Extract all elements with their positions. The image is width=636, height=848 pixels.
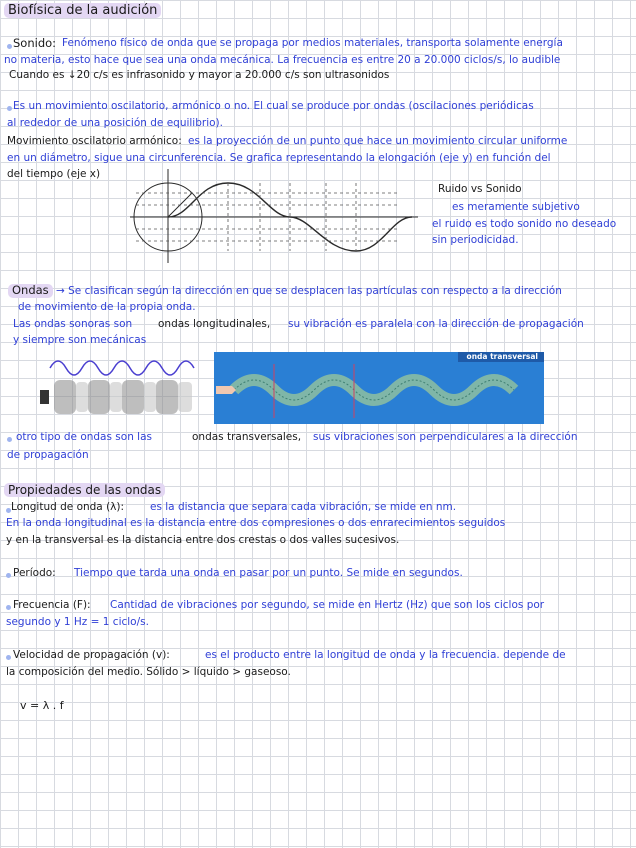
bullet-transversales <box>7 437 12 442</box>
ondas-line5c: sus vibraciones son perpendiculares a la dirección <box>313 431 578 443</box>
longitudinal-wave-illustration <box>38 350 208 418</box>
ruido-heading: Ruido vs Sonido <box>438 183 522 195</box>
ondas-line3c: su vibración es paralela con la dirección de propagación <box>288 318 584 330</box>
ondas-line3a: Las ondas sonoras son <box>13 318 133 330</box>
ondas-line3b: ondas longitudinales, <box>158 318 271 330</box>
ondas-line4: y siempre son mecánicas <box>13 334 147 346</box>
sonido-term: Sonido: <box>13 36 57 50</box>
ruido-line3: sin periodicidad. <box>432 234 519 246</box>
harmonic-motion-diagram <box>130 165 420 265</box>
velocidad-line2: la composición del medio. Sólido > líquido > gaseoso. <box>6 666 291 678</box>
periodo-term: Período: <box>13 567 56 579</box>
velocity-formula: v = λ . f <box>20 699 64 712</box>
frecuencia-term: Frecuencia (F): <box>13 599 91 611</box>
ondas-line2: de movimiento de la propia onda. <box>18 301 196 313</box>
bullet-sonido <box>7 44 12 49</box>
bullet-frecuencia <box>6 605 11 610</box>
bullet-periodo <box>6 573 11 578</box>
movimiento-term: Movimiento oscilatorio armónico: <box>7 135 182 147</box>
ruido-line1: es meramente subjetivo <box>452 201 580 213</box>
longitud-line1: es la distancia que separa cada vibración, se mide en nm. <box>150 501 457 513</box>
longitud-line2: En la onda longitudinal es la distancia entre dos compresiones o dos enrarecimientos seguidos <box>6 517 506 529</box>
propiedades-heading: Propiedades de las ondas <box>4 483 165 497</box>
movimiento-line1: Es un movimiento oscilatorio, armónico o no. El cual se produce por ondas (oscilaciones periódicas <box>13 100 534 112</box>
sonido-line2: no materia, esto hace que sea una onda mecánica. La frecuencia es entre 20 a 20.000 ciclos/s, lo audible <box>4 54 561 66</box>
sonido-line1: Fenómeno físico de onda que se propaga por medios materiales, transporta solamente energía <box>62 37 563 49</box>
frecuencia-line2: segundo y 1 Hz = 1 ciclo/s. <box>6 616 149 628</box>
bullet-velocidad <box>6 655 11 660</box>
movimiento-line3: es la proyección de un punto que hace un movimiento circular uniforme <box>188 135 568 147</box>
movimiento-line2: al rededor de una posición de equilibrio). <box>7 117 223 129</box>
velocidad-term: Velocidad de propagación (v): <box>13 649 170 661</box>
velocidad-line1: es el producto entre la longitud de onda y la frecuencia. depende de <box>205 649 566 661</box>
page-title: Biofísica de la audición <box>4 3 161 18</box>
longitud-line3: y en la transversal es la distancia entre dos crestas o dos valles sucesivos. <box>6 534 400 546</box>
ondas-line5a: otro tipo de ondas son las <box>16 431 153 443</box>
ondas-line5b: ondas transversales, <box>192 431 302 443</box>
movimiento-line4: en un diámetro, sigue una circunferencia. Se grafica representando la elongación (eje y) en función del <box>7 152 551 164</box>
movimiento-line5: del tiempo (eje x) <box>7 168 101 180</box>
ondas-term: Ondas <box>8 284 53 298</box>
periodo-text: Tiempo que tarda una onda en pasar por un punto. Se mide en segundos. <box>74 567 463 579</box>
frecuencia-line1: Cantidad de vibraciones por segundo, se mide en Hertz (Hz) que son los ciclos por <box>110 599 545 611</box>
sonido-line3: Cuando es ↓20 c/s es infrasonido y mayor a 20.000 c/s son ultrasonidos <box>9 69 390 81</box>
longitud-term: Longitud de onda (λ): <box>11 501 125 513</box>
bullet-movimiento <box>7 106 12 111</box>
ruido-line2: el ruido es todo sonido no deseado <box>432 218 617 230</box>
ondas-line6: de propagación <box>7 449 89 461</box>
ondas-line1: → Se clasifican según la dirección en que se desplacen las partículas con respecto a la dirección <box>56 285 562 297</box>
pressure-curve <box>50 361 194 375</box>
transverse-label: onda transversal <box>466 352 538 361</box>
hand-icon <box>216 386 236 394</box>
speaker-icon <box>40 390 49 404</box>
transverse-wave <box>234 380 514 400</box>
transverse-wave-illustration <box>214 352 544 424</box>
